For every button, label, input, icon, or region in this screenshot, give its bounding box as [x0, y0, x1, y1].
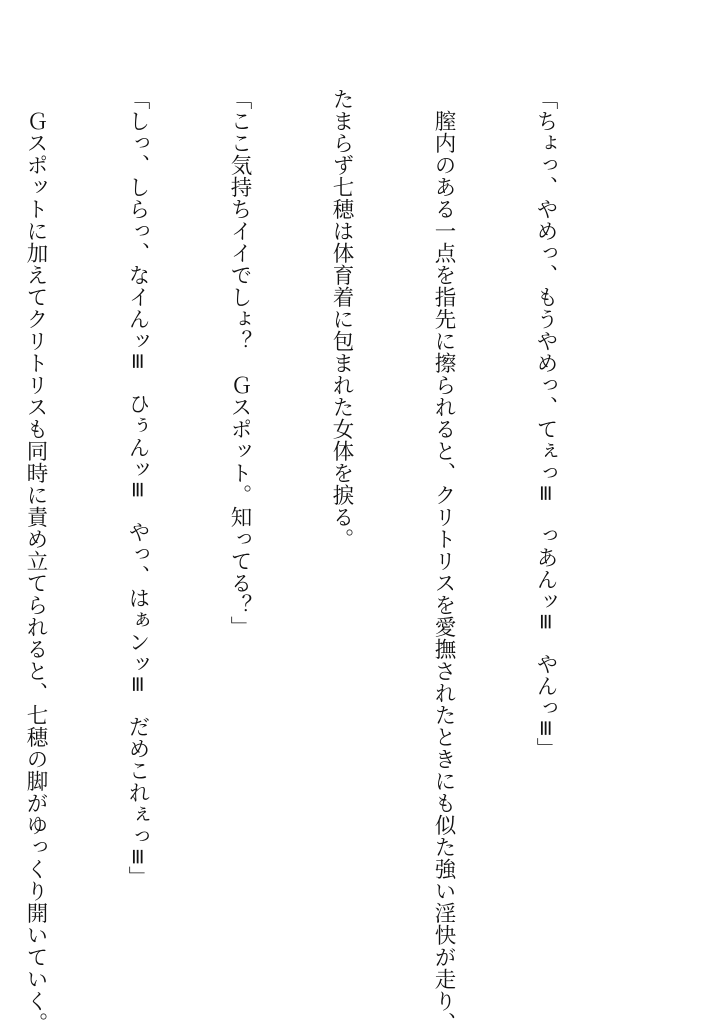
text-line: たまらず七穂は体育着に包まれた女体を捩る。 [329, 88, 354, 550]
text-line: 「しっ、しらっ、なイんッ≡ ひぅんッ≡ やっ、はぁンッ≡ だめこれぇっ≡」 [125, 88, 150, 889]
vertical-text-body [23, 88, 630, 1034]
text-line: 「ここ気持ちイイでしょ？ Ｇスポット。知ってる？」 [227, 88, 252, 638]
text-line: 「ちょっ、やめっ、もうやめっ、てぇっ≡ っあんッ≡ やんっ≡」 [533, 88, 558, 760]
text-line: Ｇスポットに加えてクリトリスも同時に責め立てられると、七穂の脚がゆっくり開いていく。 [23, 88, 48, 1034]
text-line: 膣内のある一点を指先に擦られると、クリトリスを愛撫されたときにも似た強い淫快が走り、 [431, 88, 456, 1034]
